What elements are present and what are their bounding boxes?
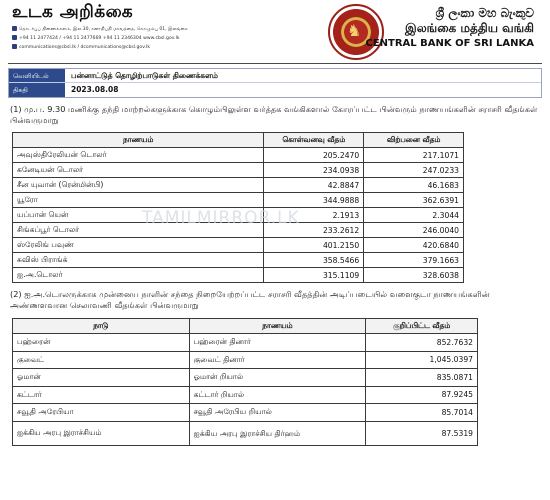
selling-rate-cell: 246.0040 [364,223,464,238]
phone-line: +94 11 2477424 / +94 11 2477669 +94 11 2346304 www.cbsl.gov.lk [12,35,267,42]
currency-cell: சீன யுவான் (ரென்மின்பி) [13,178,264,193]
buying-rate-cell: 2.1913 [264,208,364,223]
bank-name-block [365,6,534,51]
header-divider [8,63,542,64]
table-row [13,148,464,163]
currency-cell: கட்டார் றியால் [189,386,366,404]
country-cell: சவூதி அரேபியா [13,404,190,422]
currency-cell: சுவிஸ் பிராங்க் [13,253,264,268]
buying-rate-cell: 233.2612 [264,223,364,238]
bank-name-english: CENTRAL BANK OF SRI LANKA [365,38,534,49]
paragraph-2: (2) ஐ.அ.டொலருக்காக முன்னைய நாளின் சந்தை நிறையேற்றப்பட்ட சராசரி வீதத்தின் அடிப்படையில் வளைகுடா நாணயங்களின் அண்ணளவான செலாவணி வீதங்கள் பின்வருமாறு [10,289,490,310]
table-row [13,253,464,268]
buying-rate-cell: 234.0938 [264,163,364,178]
currency-cell: பஹ்ரைன் தினார் [189,334,366,352]
buying-rate-cell: 42.8847 [264,178,364,193]
watermark: TAMILMIRROR.LK [142,208,300,228]
column-header-buying: கொள்வனவு வீதம் [264,133,364,148]
address-line: தொடர்புப் திணைக்களம், இல.30, சனாதிபதி மாவத்தை, கொழும்பு 01, இலங்கை [12,26,267,33]
table-row [13,163,464,178]
table-row [13,386,478,404]
column-header-indicative-rate: குறிப்பிட்ட வீதம் [366,319,478,334]
buying-rate-cell: 358.5466 [264,253,364,268]
letterhead-left [12,2,267,51]
currency-cell: யூரோ [13,193,264,208]
table-row [13,178,464,193]
currency-cell: குவைட் தினார் [189,351,366,369]
selling-rate-cell: 362.6391 [364,193,464,208]
currency-cell: ஐ.அ.டொலர் [13,268,264,283]
buying-rate-cell: 344.9888 [264,193,364,208]
gulf-currency-table [12,318,478,446]
currency-cell: சவூதி அரேபிய றியால் [189,404,366,422]
rate-cell: 87.5319 [366,421,478,445]
central-bank-seal-icon: ♞ [328,4,384,60]
country-cell: பஹ்ரைன் [13,334,190,352]
selling-rate-cell: 46.1683 [364,178,464,193]
email-line: communications@cbsl.lk / dcommunications@cbsl.gov.lk [12,44,267,51]
currency-cell: கனேடியன் டொலர் [13,163,264,178]
table-row [13,268,464,283]
selling-rate-cell: 420.6840 [364,238,464,253]
country-cell: ஓமான் [13,369,190,387]
info-row-issuer [9,69,541,83]
currency-cell: யப்பான் யென் [13,208,264,223]
issuer-value: பன்னாட்டுத் தொழிற்பாடுகள் திணைக்களம் [71,71,218,80]
selling-rate-cell: 217.1071 [364,148,464,163]
selling-rate-cell: 328.6038 [364,268,464,283]
bank-name-tamil: இலங்கை மத்திய வங்கி [405,21,534,35]
rate-cell: 835.0871 [366,369,478,387]
table-header-row [13,319,478,334]
currency-cell: ஓமான் றியால் [189,369,366,387]
rate-cell: 87.9245 [366,386,478,404]
rate-cell: 85.7014 [366,404,478,422]
table-row [13,404,478,422]
selling-rate-cell: 247.0233 [364,163,464,178]
location-icon [12,26,17,31]
country-cell: கட்டார் [13,386,190,404]
table-row [13,334,478,352]
selling-rate-cell: 2.3044 [364,208,464,223]
column-header-country: நாடு [13,319,190,334]
country-cell: குவைட் [13,351,190,369]
letterhead [8,0,542,60]
table-header-row [13,133,464,148]
date-label: திகதி [9,83,65,97]
table-row [13,238,464,253]
document-title: உடக அறிக்கை [12,2,134,22]
paragraph-1: (1) மு.ப. 9.30 மணிக்கு தந்தி மாற்றல்களுக்காக கொழும்பிலுள்ள வர்த்தக வங்கிகளால் கோரப்பட்ட பின்வரும் நாணயங்களின் சராசரி வீதங்கள் பின்வருமாறு [10,104,538,125]
buying-rate-cell: 205.2470 [264,148,364,163]
table-row [13,193,464,208]
info-box [8,68,542,98]
currency-cell: அவுஸ்திரேலியன் டொலர் [13,148,264,163]
table-row [13,369,478,387]
bank-name-sinhala: ශ්‍රී ලංකා මහ බැංකුව [435,6,534,20]
email-icon [12,44,17,49]
date-value: 2023.08.08 [71,85,119,94]
rate-cell: 852.7632 [366,334,478,352]
table-row [13,351,478,369]
table-row [13,421,478,445]
info-row-date [9,83,541,97]
country-cell: ஐக்கிய அரபு இராச்சியம் [13,421,190,445]
column-header-selling: விற்பனை வீதம் [364,133,464,148]
currency-cell: ஐக்கிய அரபு இராச்சிய திர்ஹம் [189,421,366,445]
rate-cell: 1,045.0397 [366,351,478,369]
buying-rate-cell: 401.2150 [264,238,364,253]
currency-cell: சிங்கப்பூர் டொலர் [13,223,264,238]
selling-rate-cell: 379.1663 [364,253,464,268]
issuer-label: வெளியிடல் [9,69,65,82]
column-header-currency: நாணயம் [13,133,264,148]
column-header-currency: நாணயம் [189,319,366,334]
buying-rate-cell: 315.1109 [264,268,364,283]
currency-cell: ஸ்ரேலிங் பவுண் [13,238,264,253]
phone-icon [12,35,17,40]
